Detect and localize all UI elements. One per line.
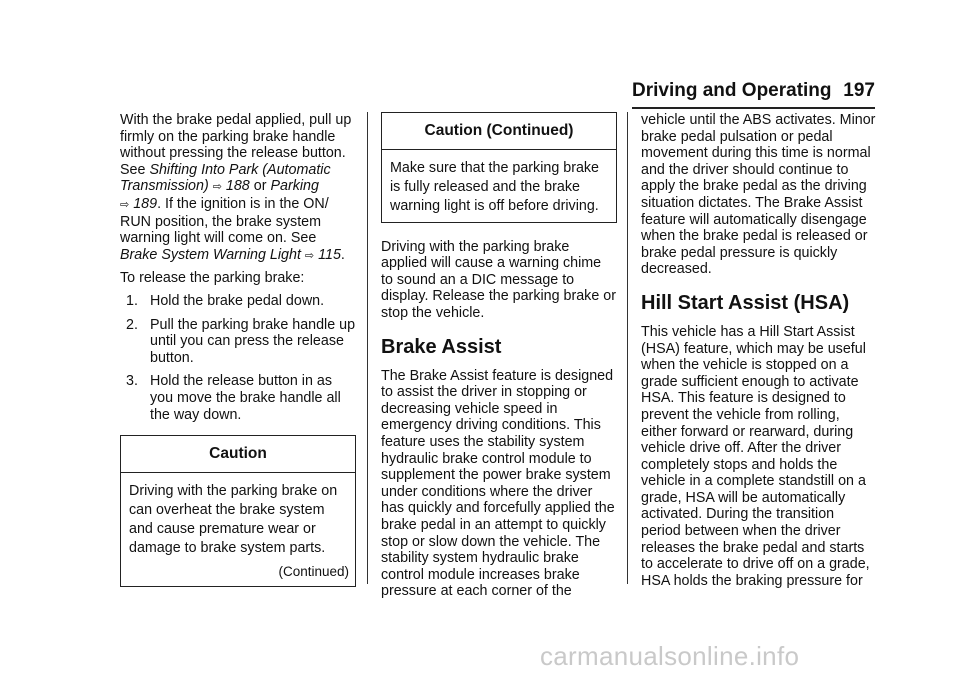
paragraph-apply-brake: With the brake pedal applied, pull up firmly on the parking brake handle without pressing the release button. See Shifting Into Park (Automatic Transmission) ⇨ 188 or Parking ⇨ 189. If the ignition is in the ON/ RUN position, the brake system warning light will come on. See Brake System Warning Light ⇨ 115. — [120, 112, 352, 263]
heading-brake-assist: Brake Assist — [381, 335, 502, 358]
paragraph-abs: vehicle until the ABS activates. Minor brake pedal pulsation or pedal movement during this time is normal and the driver should continue to apply the brake pedal as the driving situation dictates. The Brake Assist feature will automatically disengage when the brake pedal is released or brake pedal pressure is quickly decreased. — [641, 112, 876, 278]
column-3 — [641, 112, 877, 595]
caution-continued: (Continued) — [278, 563, 349, 579]
link-parking[interactable]: Parking — [270, 178, 319, 195]
list-item: 3. Hold the release button in as you move the brake handle all the way down. — [126, 373, 341, 423]
column-1 — [120, 112, 356, 597]
section-title: Driving and Operating — [632, 80, 832, 101]
link-shifting-into-park[interactable]: Shifting Into Park (Automatic Transmission) — [120, 161, 331, 195]
caution-continued-body: Make sure that the parking brake is fully released and the brake warning light is off before driving. — [390, 159, 600, 214]
column-2 — [381, 112, 617, 606]
list-item: 1. Hold the brake pedal down. — [126, 292, 325, 309]
column-divider — [627, 112, 628, 584]
watermark: carmanualsonline.info — [540, 641, 800, 671]
release-intro: To release the parking brake: — [120, 270, 305, 287]
link-page-188[interactable]: 188 — [225, 178, 250, 195]
caution-box — [120, 435, 356, 587]
page-reference-arrow-icon: ⇨ — [120, 198, 130, 211]
link-page-115[interactable]: 115 — [318, 246, 341, 263]
header-rule — [632, 107, 875, 109]
heading-hill-start-assist: Hill Start Assist (HSA) — [641, 291, 850, 314]
link-brake-system-warning-light[interactable]: Brake System Warning Light — [120, 246, 301, 263]
list-item: 2. Pull the parking brake handle up until you can press the release button. — [126, 316, 356, 366]
paragraph-brake-assist: The Brake Assist feature is designed to assist the driver in stopping or decreasing vehicle speed in emergency driving conditions. This feature uses the stability system hydraulic brake control module to supplement the power brake system under conditions where the driver has quickly and forcefully applied the brake pedal in an attempt to quickly stop or slow down the vehicle. The stability system hydraulic brake control module increases brake pressure at each corner of the — [381, 367, 615, 600]
caution-title: Caution — [121, 436, 355, 473]
caution-continued-title: Caution (Continued) — [382, 113, 616, 150]
page-reference-arrow-icon: ⇨ — [212, 181, 222, 194]
caution-continued-box — [381, 112, 617, 223]
paragraph-warning-chime: Driving with the parking brake applied will cause a warning chime to sound an a DIC message to display. Release the parking brake or stop the vehicle. — [381, 238, 616, 321]
link-page-189[interactable]: 189 — [133, 195, 158, 212]
column-divider — [367, 112, 368, 584]
paragraph-hsa: This vehicle has a Hill Start Assist (HSA) feature, which may be useful when the vehicle is stopped on a grade sufficient enough to activate HSA. This feature is designed to prevent the vehicle from rolling, either forward or rearward, during vehicle drive off. After the driver completely stops and holds the vehicle in a complete standstill on a grade, HSA will be automatically activated. During the transition period between when the driver releases the brake pedal and starts to accelerate to drive off on a grade, HSA holds the braking pressure for — [641, 323, 870, 589]
release-steps-list — [120, 293, 356, 423]
page-number: 197 — [843, 80, 875, 101]
page-header — [632, 80, 875, 106]
caution-body: Driving with the parking brake on can overheat the brake system and cause premature wear or damage to brake system parts. — [129, 482, 338, 556]
page-reference-arrow-icon: ⇨ — [304, 249, 315, 262]
